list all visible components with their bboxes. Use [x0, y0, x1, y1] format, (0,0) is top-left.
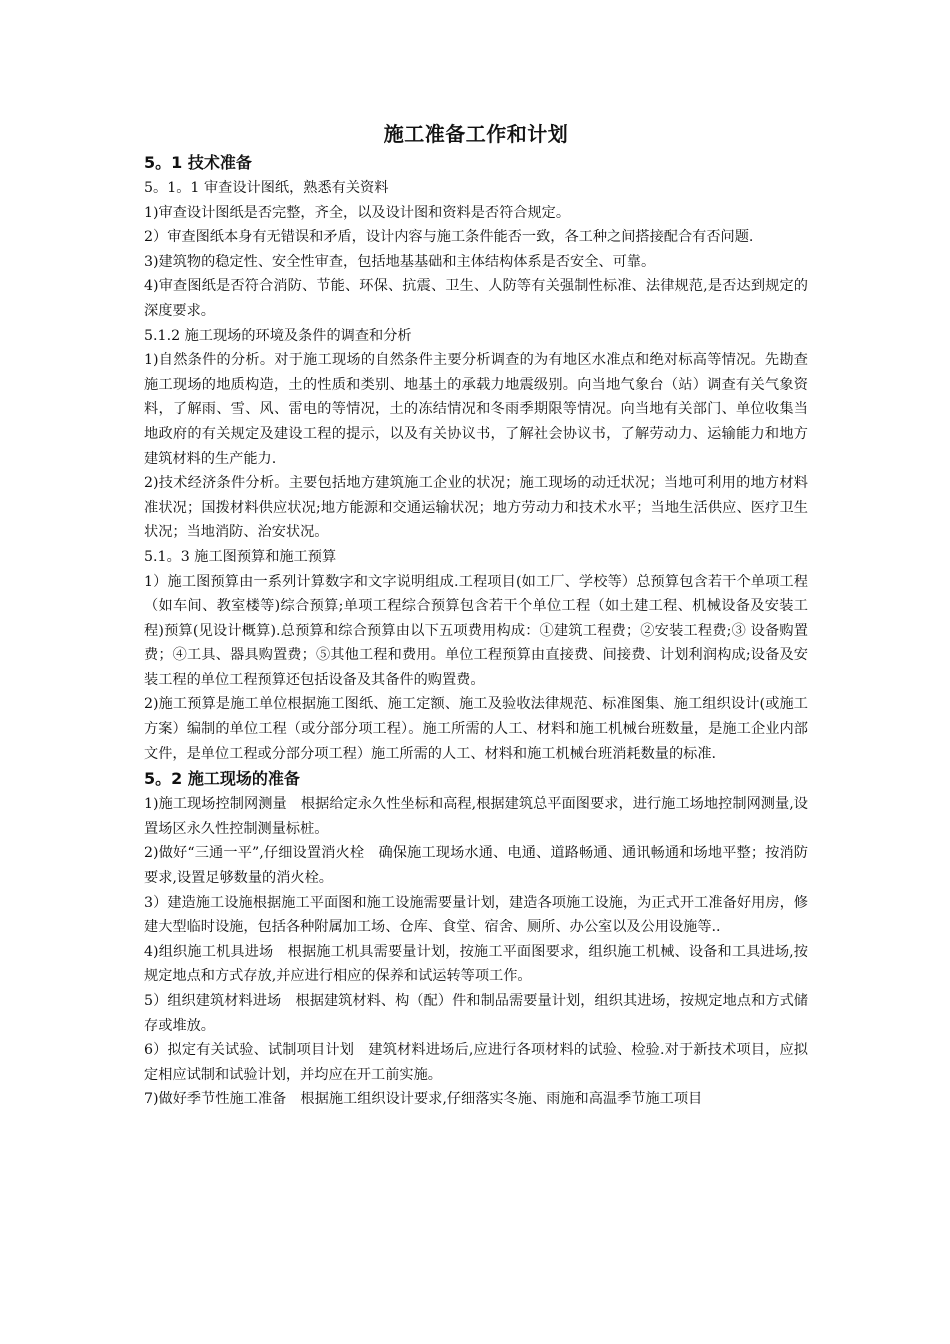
paragraph: 7)做好季节性施工准备 根据施工组织设计要求,仔细落实冬施、雨施和高温季节施工项目: [144, 1091, 703, 1108]
paragraph: 2)做好“三通一平”,仔细设置消火栓 确保施工现场水通、电通、道路畅通、通讯畅通和场地平整；按消防要求,设置足够数量的消火栓。: [144, 845, 808, 887]
section-heading-technical-preparation: 5。1 技术准备: [144, 153, 252, 172]
paragraph: 3)建筑物的稳定性、安全性审查，包括地基基础和主体结构体系是否安全、可靠。: [144, 253, 656, 270]
document-body: [144, 120, 808, 1112]
paragraph: 5）组织建筑材料进场 根据建筑材料、构（配）件和制品需要量计划，组织其进场，按规定地点和方式储存或堆放。: [144, 993, 808, 1034]
subsection-heading-review-drawings: 5。1。1 审查设计图纸，熟悉有关资料: [144, 180, 389, 196]
paragraph: 2）审查图纸本身有无错误和矛盾，设计内容与施工条件能否一致，各工种之间搭接配合有否问题.: [144, 229, 754, 246]
subsection-heading-site-survey: 5.1.2 施工现场的环境及条件的调查和分析: [144, 327, 412, 344]
paragraph: 4)审查图纸是否符合消防、节能、环保、抗震、卫生、人防等有关强制性标准、法律规范,是否达到规定的深度要求。: [144, 278, 808, 319]
paragraph: 2)技术经济条件分析。主要包括地方建筑施工企业的状况；施工现场的动迁状况；当地可利用的地方材料准状况；国拨材料供应状况;地方能源和交通运输状况；地方劳动力和技术水平；当地生活供应、医疗卫生状况；当地消防、治安状况。: [144, 475, 808, 541]
paragraph: 2)施工预算是施工单位根据施工图纸、施工定额、施工及验收法律规范、标准图集、施工组织设计(或施工方案）编制的单位工程（或分部分项工程）。施工所需的人工、材料和施工机械台班数量，是施工企业内部文件，是单位工程或分部分项工程）施工所需的人工、材料和施工机械台班消耗数量的标准.: [144, 696, 808, 762]
paragraph: 1)自然条件的分析。对于施工现场的自然条件主要分析调查的为有地区水准点和绝对标高等情况。先勘查施工现场的地质构造，土的性质和类别、地基土的承载力地震级别。向当地气象台（站）调查有关气象资料，了解雨、雪、风、雷电的等情况，土的冻结情况和冬雨季期限等情况。向当地有关部门、单位收集当地政府的有关规定及建设工程的提示，以及有关协议书，了解社会协议书，了解劳动力、运输能力和地方建筑材料的生产能力.: [144, 352, 808, 467]
paragraph: 4)组织施工机具进场 根据施工机具需要量计划，按施工平面图要求，组织施工机械、设备和工具进场,按规定地点和方式存放,并应进行相应的保养和试运转等项工作。: [144, 943, 808, 985]
paragraph: 6）拟定有关试验、试制项目计划 建筑材料进场后,应进行各项材料的试验、检验.对于新技术项目，应拟定相应试制和试验计划，并均应在开工前实施。: [144, 1042, 808, 1083]
paragraph: 1）施工图预算由一系列计算数字和文字说明组成.工程项目(如工厂、学校等）总预算包含若干个单项工程（如车间、教室楼等)综合预算;单项工程综合预算包含若干个单位工程（如土建工程、机械设备及安装工程)预算(见设计概算).总预算和综合预算由以下五项费用构成：①建筑工程费；②安装工程费;③ 设备购置费；④工具、器具购置费；⑤其他工程和费用。单位工程预算由直接费、间接费、计划利润构成;设备及安装工程的单位工程预算还包括设备及其备件的购置费。: [144, 573, 808, 688]
paragraph: 1)审查设计图纸是否完整，齐全，以及设计图和资料是否符合规定。: [144, 204, 571, 221]
paragraph: 1)施工现场控制网测量 根据给定永久性坐标和高程,根据建筑总平面图要求，进行施工场地控制网测量,设置场区永久性控制测量标桩。: [144, 796, 808, 837]
section-heading-site-preparation: 5。2 施工现场的准备: [144, 769, 300, 789]
subsection-heading-budget: 5.1。3 施工图预算和施工预算: [144, 548, 337, 565]
document-title: 施工准备工作和计划: [383, 122, 569, 146]
paragraph: 3）建造施工设施根据施工平面图和施工设施需要量计划，建造各项施工设施，为正式开工准备好用房，修建大型临时设施，包括各种附属加工场、仓库、食堂、宿舍、厕所、办公室以及公用设施等..: [144, 894, 808, 936]
